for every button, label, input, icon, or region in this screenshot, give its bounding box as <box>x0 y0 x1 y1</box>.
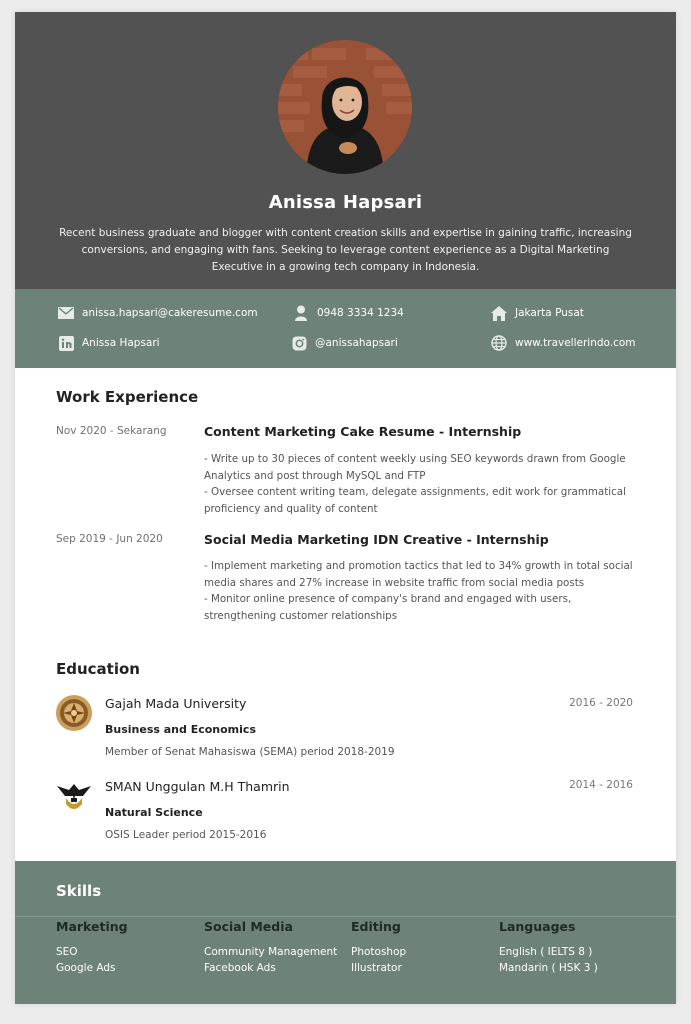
contact-phone-text: 0948 3334 1234 <box>317 307 404 319</box>
skill-group-list <box>351 944 406 976</box>
job-date: Sep 2019 - Jun 2020 <box>56 533 163 545</box>
skill-group-heading: Languages <box>499 919 576 934</box>
work-experience-title: Work Experience <box>56 388 199 406</box>
profile-summary: Recent business graduate and blogger with content creation skills and expertise in gaining traffic, increasing conversions, and engaging with fans. Seeking to leverage content experience as a Digital Marketing Executive in a growing tech company in Indonesia. <box>59 227 632 273</box>
education-note: OSIS Leader period 2015-2016 <box>105 829 267 841</box>
education-note: Member of Senat Mahasiswa (SEMA) period 2018-2019 <box>105 746 395 758</box>
school-eagle-logo <box>55 776 93 814</box>
skill-item: English ( IELTS 8 ) <box>499 946 593 958</box>
skills-section <box>15 861 676 1004</box>
contact-bar <box>15 289 676 368</box>
skill-group-list <box>56 944 116 976</box>
envelope-icon <box>58 305 74 321</box>
job-description <box>204 451 634 517</box>
education-years: 2014 - 2016 <box>569 779 633 791</box>
skill-item: Illustrator <box>351 962 402 974</box>
contact-phone[interactable] <box>293 305 404 321</box>
skill-item: Google Ads <box>56 962 116 974</box>
skill-item: Facebook Ads <box>204 962 276 974</box>
skill-item: Photoshop <box>351 946 407 958</box>
profile-header <box>15 12 676 289</box>
contact-instagram[interactable] <box>291 335 398 351</box>
contact-linkedin-text: Anissa Hapsari <box>82 337 160 349</box>
school-name: Gajah Mada University <box>105 696 247 711</box>
skill-group-heading: Editing <box>351 919 401 934</box>
instagram-icon <box>291 335 307 351</box>
contact-email[interactable] <box>58 305 258 321</box>
skill-group-heading: Marketing <box>56 919 128 934</box>
job-date: Nov 2020 - Sekarang <box>56 425 167 437</box>
linkedin-icon <box>58 335 74 351</box>
job-bullet: - Monitor online presence of company's brand and engaged with users, strengthening customer relationships <box>204 593 572 622</box>
job-bullet: - Write up to 30 pieces of content weekly using SEO keywords drawn from Google Analytics and post through MySQL and FTP <box>204 453 626 482</box>
contact-website[interactable] <box>491 335 636 351</box>
education-major: Natural Science <box>105 806 203 819</box>
contact-linkedin[interactable] <box>58 335 160 351</box>
resume-page <box>15 12 676 1004</box>
education-major: Business and Economics <box>105 723 256 736</box>
job-description <box>204 558 634 624</box>
profile-name: Anissa Hapsari <box>268 192 423 213</box>
contact-instagram-text: @anissahapsari <box>315 337 398 349</box>
skill-item: Mandarin ( HSK 3 ) <box>499 962 598 974</box>
globe-icon <box>491 335 507 351</box>
skill-item: SEO <box>56 946 78 958</box>
job-title: Content Marketing Cake Resume - Internship <box>204 424 522 439</box>
job-bullet: - Implement marketing and promotion tactics that led to 34% growth in total social media shares and 27% increase in website traffic from social media posts <box>204 560 633 589</box>
contact-website-text: www.travellerindo.com <box>515 337 636 349</box>
education-title: Education <box>56 660 140 678</box>
job-title: Social Media Marketing IDN Creative - Internship <box>204 532 549 547</box>
skills-title: Skills <box>56 882 102 900</box>
profile-photo <box>278 40 412 174</box>
skill-item: Community Management <box>204 946 338 958</box>
contact-location-text: Jakarta Pusat <box>515 307 584 319</box>
job-bullet: - Oversee content writing team, delegate assignments, edit work for grammatical proficiency and quality of content <box>204 486 626 515</box>
contact-email-text: anissa.hapsari@cakeresume.com <box>82 307 258 319</box>
skill-group-list <box>499 944 598 976</box>
skill-group-heading: Social Media <box>204 919 293 934</box>
contact-location <box>491 305 584 321</box>
university-seal-logo <box>55 694 93 732</box>
skills-divider <box>15 916 676 917</box>
skill-group-list <box>204 944 337 976</box>
school-name: SMAN Unggulan M.H Thamrin <box>105 779 290 794</box>
education-years: 2016 - 2020 <box>569 697 633 709</box>
home-icon <box>491 305 507 321</box>
person-icon <box>293 305 309 321</box>
